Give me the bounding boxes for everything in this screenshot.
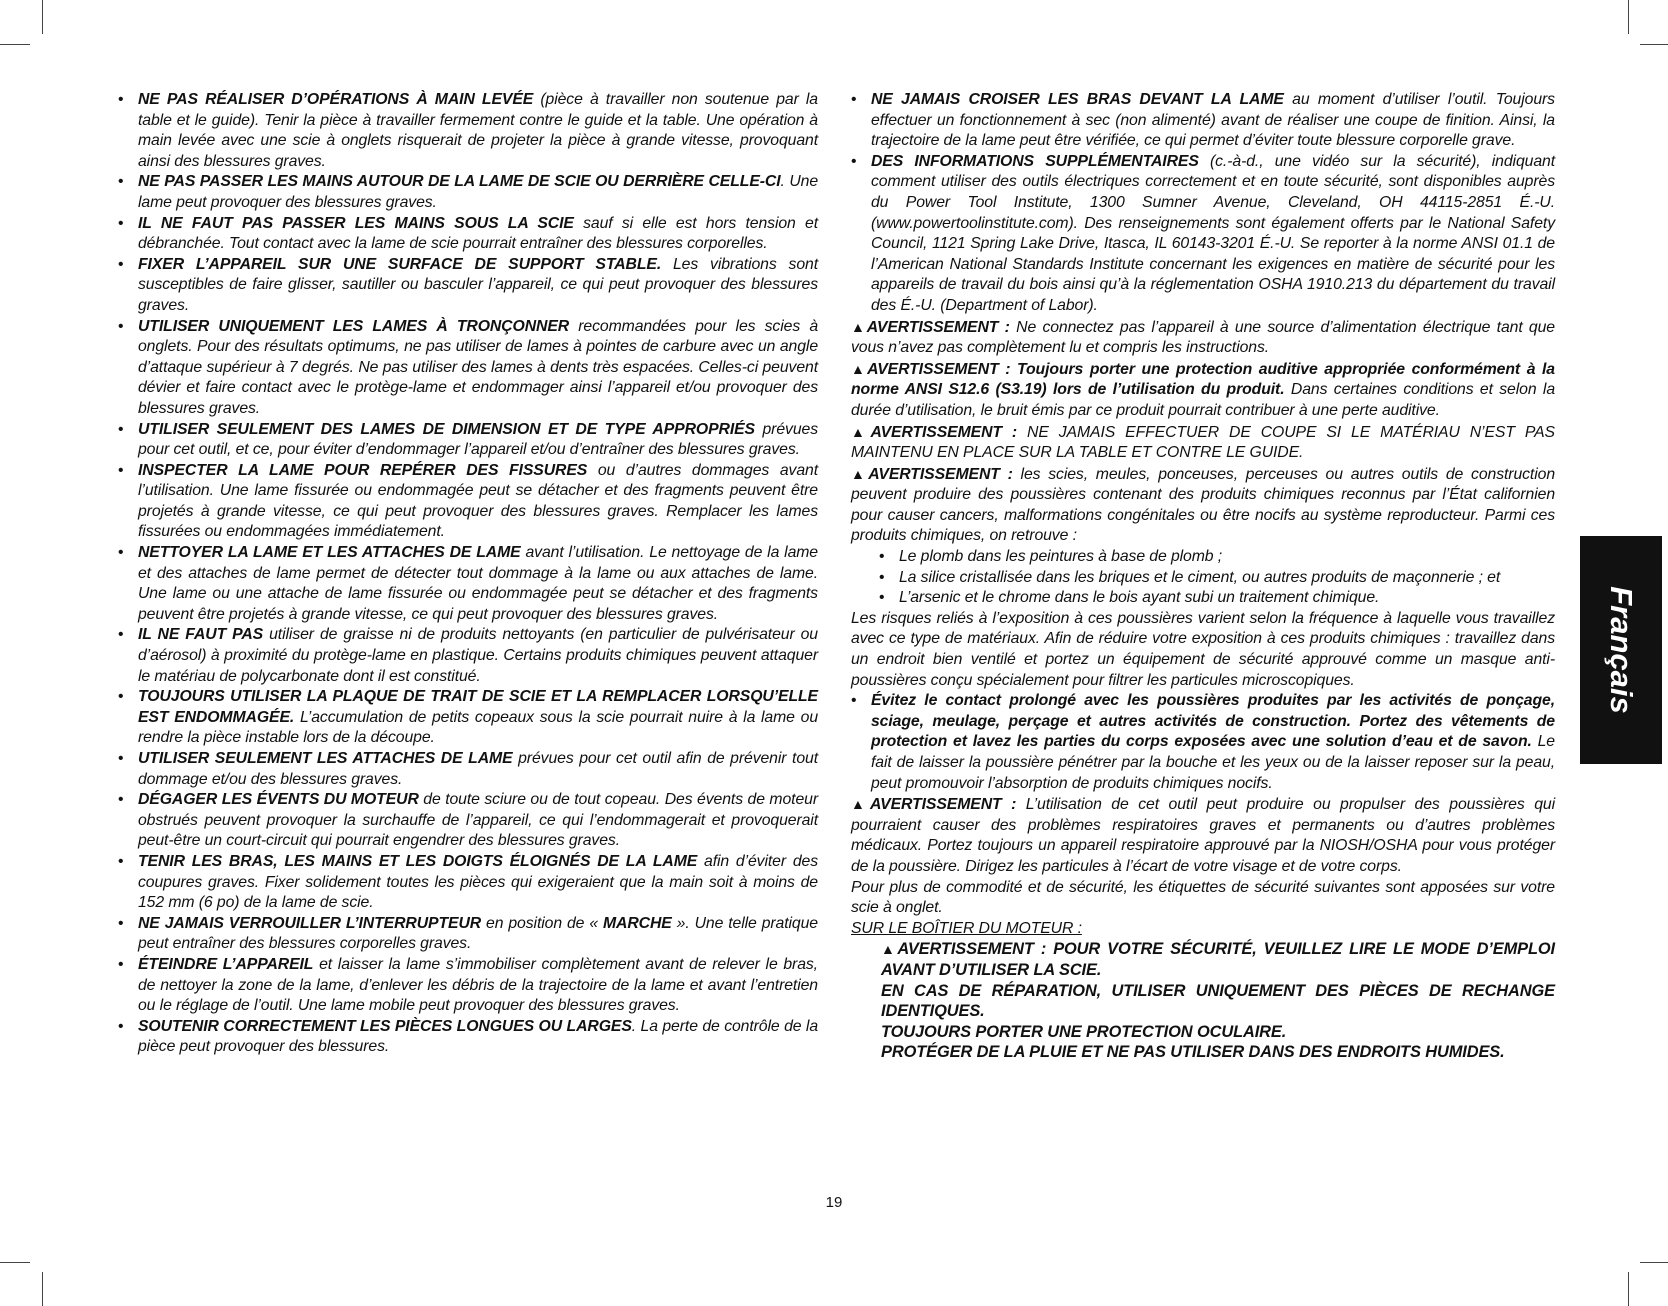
sub-list-item: • L’arsenic et le chrome dans le bois ayant subi un traitement chimique. <box>851 588 1555 609</box>
crop-mark <box>42 1272 43 1306</box>
warning-triangle-icon: ▲ <box>851 360 868 377</box>
language-tab <box>1580 536 1662 764</box>
bullet-item: • NE PAS PASSER LES MAINS AUTOUR DE LA LAME DE SCIE OU DERRIÈRE CELLE-CI. Une lame peut provoquer des blessures graves. <box>118 172 818 213</box>
crop-mark <box>1628 0 1629 34</box>
bullet-item: • INSPECTER LA LAME POUR REPÉRER DES FISSURES ou d’autres dommages avant l’utilisation. Une lame fissurée ou endommagée peut se détacher et des fragments peuvent être projetés à grande vitesse, ce qui peut provoquer des blessures graves. Remplacer les lames fissurées ou endommagées immédiatement. <box>118 461 818 543</box>
bullet-item: • FIXER L’APPAREIL SUR UNE SURFACE DE SUPPORT STABLE. Les vibrations sont susceptibles de faire glisser, sautiller ou basculer l’appareil, ce qui peut provoquer des blessures graves. <box>118 255 818 317</box>
bullet-item: • TOUJOURS UTILISER LA PLAQUE DE TRAIT DE SCIE ET LA REMPLACER LORSQU’ELLE EST ENDOMMAGÉE. L’accumulation de petits copeaux sous la scie pourrait nuire à la lame ou rendre la pièce instable lors de la découpe. <box>118 687 818 749</box>
sub-list-item: • La silice cristallisée dans les briques et le ciment, ou autres produits de maçonnerie ; et <box>851 568 1555 589</box>
bullet-item: • Évitez le contact prolongé avec les poussières produites par les activités de ponçage, sciage, meulage, perçage et autres activités de construction. Portez des vêtements de protection et lavez les parties du corps exposées avec une solution d’eau et de savon. Le fait de laisser la poussière pénétrer par la bouche et les yeux ou de la laisser reposer sur la peau, peut promouvoir l’absorption de produits chimiques nocifs. <box>851 691 1555 794</box>
bullet-item: • SOUTENIR CORRECTEMENT LES PIÈCES LONGUES OU LARGES. La perte de contrôle de la pièce peut provoquer des blessures. <box>118 1017 818 1058</box>
warning-triangle-icon: ▲ <box>881 941 898 958</box>
crop-mark <box>1640 44 1668 45</box>
warning-paragraph: ▲AVERTISSEMENT : L’utilisation de cet outil peut produire ou propulser des poussières qui pourraient causer des problèmes respiratoires graves et permanents ou d’autres problèmes médicaux. Portez toujours un appareil respiratoire approuvé par la NIOSH/OSHA pour vous protéger de la poussière. Dirigez les particules à l’écart de votre visage et de votre corps. <box>851 796 1555 875</box>
motor-heading: SUR LE BOÎTIER DU MOTEUR : <box>851 919 1082 937</box>
bullet-item: • UTILISER SEULEMENT DES LAMES DE DIMENSION ET DE TYPE APPROPRIÉS prévues pour cet outil, et ce, pour éviter d’endommager l’appareil et/ou d’entraîner des blessures graves. <box>118 420 818 461</box>
warning-paragraph: ▲AVERTISSEMENT : les scies, meules, ponceuses, perceuses ou autres outils de construction peuvent produire des poussières contenant des produits chimiques reconnus par l’État californien pour causer cancers, malformations congénitales ou être nocifs au système reproducteur. Parmi ces produits chimiques, on retrouve : <box>851 465 1555 545</box>
safety-label: ▲AVERTISSEMENT : POUR VOTRE SÉCURITÉ, VEUILLEZ LIRE LE MODE D’EMPLOI AVANT D’UTILISER LA SCIE. <box>881 940 1555 979</box>
crop-mark <box>1640 1262 1668 1263</box>
bullet-item: • UTILISER UNIQUEMENT LES LAMES À TRONÇONNER recommandées pour les scies à onglets. Pour des résultats optimums, ne pas utiliser de lames à pointes de carbure avec un angle d’attaque supérieur à 7 degrés. Ne pas utiliser des lames à dents très espacées. Celles-ci peuvent dévier et faire contact avec le protège-lame et endommager ainsi l’appareil et/ou provoquer des blessures graves. <box>118 317 818 420</box>
bullet-item: • NETTOYER LA LAME ET LES ATTACHES DE LAME avant l’utilisation. Le nettoyage de la lame et des attaches de lame permet de détecter tout dommage à la lame ou aux attaches de lame. Une lame ou une attache de lame fissurée ou endommagée peut se détacher et des fragments peuvent être projetés à grande vitesse, ce qui peut provoquer des blessures graves. <box>118 543 818 625</box>
bullet-item: • IL NE FAUT PAS PASSER LES MAINS SOUS LA SCIE sauf si elle est hors tension et débranchée. Tout contact avec la lame de scie pourrait entraîner des blessures corporelles. <box>118 214 818 255</box>
crop-mark <box>1628 1272 1629 1306</box>
bullet-item: • NE PAS RÉALISER D’OPÉRATIONS À MAIN LEVÉE (pièce à travailler non soutenue par la table et le guide). Tenir la pièce à travailler fermement contre le guide et la table. Une opération à main levée avec une scie à onglets risquerait de projeter la pièce à grande vitesse, provoquant ainsi des blessures graves. <box>118 90 818 172</box>
bullet-item: • DES INFORMATIONS SUPPLÉMENTAIRES (c.-à-d., une vidéo sur la sécurité), indiquant comment utiliser des outils électriques correctement et en toute sécurité, sont disponibles auprès du Power Tool Institute, 1300 Sumner Avenue, Cleveland, OH 44115-2851 É.-U. (www.powertoolinstitute.com). Des renseignements sont également offerts par le National Safety Council, 1121 Spring Lake Drive, Itasca, IL 60143-3201 É.-U. Se reporter à la norme ANSI 01.1 de l’American National Standards Institute concernant les exigences en matière de sécurité pour les appareils de travail du bois ainsi qu’à la réglementation OSHA 1910.213 du département du travail des É.-U. (Department of Labor). <box>851 152 1555 317</box>
crop-mark <box>0 44 30 45</box>
warning-triangle-icon: ▲ <box>851 796 871 813</box>
warning-triangle-icon: ▲ <box>851 423 871 440</box>
bullet-item: • UTILISER SEULEMENT LES ATTACHES DE LAME prévues pour cet outil afin de prévenir tout dommage et/ou des blessures graves. <box>118 749 818 790</box>
warning-paragraph: ▲AVERTISSEMENT : NE JAMAIS EFFECTUER DE COUPE SI LE MATÉRIAU N’EST PAS MAINTENU EN PLACE SUR LA TABLE ET CONTRE LE GUIDE. <box>851 423 1555 462</box>
safety-label: EN CAS DE RÉPARATION, UTILISER UNIQUEMENT DES PIÈCES DE RECHANGE IDENTIQUES. <box>881 981 1555 1021</box>
bullet-item: • DÉGAGER LES ÉVENTS DU MOTEUR de toute sciure ou de tout copeau. Des évents de moteur obstrués peuvent provoquer la surchauffe de l’appareil, ce qui l’endommagerait et provoquerait peut-être un court-circuit qui pourrait engendrer des blessures graves. <box>118 790 818 852</box>
risk-paragraph: Les risques reliés à l’exposition à ces poussières varient selon la fréquence à laquelle vous travaillez avec ce type de matériaux. Afin de réduire votre exposition à ces produits chimiques : travaillez dans un endroit bien ventilé et portez un équipement de sécurité approuvé comme un masque anti-poussières conçu spécialement pour filtrer les particules microscopiques. <box>851 609 1555 689</box>
warning-paragraph: ▲AVERTISSEMENT : Toujours porter une protection auditive appropriée conformément à la norme ANSI S12.6 (S3.19) lors de l’utilisation du produit. Dans certaines conditions et selon la durée d’utilisation, le bruit émis par ce produit pourrait contribuer à une perte auditive. <box>851 360 1555 419</box>
warning-triangle-icon: ▲ <box>851 465 869 482</box>
safety-label: PROTÉGER DE LA PLUIE ET NE PAS UTILISER DANS DES ENDROITS HUMIDES. <box>881 1043 1505 1062</box>
page-number: 19 <box>825 1194 843 1211</box>
bullet-item: • NE JAMAIS CROISER LES BRAS DEVANT LA LAME au moment d’utiliser l’outil. Toujours effectuer un fonctionnement à sec (non alimenté) avant de réaliser une coupe de finition. Ainsi, la trajectoire de la lame peut être vérifiée, ce qui permet d’éviter toute blessure corporelle grave. <box>851 90 1555 152</box>
labels-intro: Pour plus de commodité et de sécurité, les étiquettes de sécurité suivantes sont apposées sur votre scie à onglet. <box>851 878 1555 917</box>
bullet-item: • NE JAMAIS VERROUILLER L’INTERRUPTEUR en position de « MARCHE ». Une telle pratique peut entraîner des blessures corporelles graves. <box>118 914 818 955</box>
warning-triangle-icon: ▲ <box>851 318 867 335</box>
crop-mark <box>42 0 43 34</box>
bullet-item: • TENIR LES BRAS, LES MAINS ET LES DOIGTS ÉLOIGNÉS DE LA LAME afin d’éviter des coupures graves. Fixer solidement toutes les pièces qui exigeraient que la main soit à moins de 152 mm (6 po) de la lame de scie. <box>118 852 818 914</box>
crop-mark <box>0 1262 30 1263</box>
bullet-item: • ÉTEINDRE L’APPAREIL et laisser la lame s’immobiliser complètement avant de relever le bras, de nettoyer la zone de la lame, d’enlever les débris de la trajectoire de la lame et avant l’entretien ou le réglage de l’outil. Une lame mobile peut provoquer des blessures graves. <box>118 955 818 1017</box>
bullet-item: • IL NE FAUT PAS utiliser de graisse ni de produits nettoyants (en particulier de pulvérisateur ou d’aérosol) à proximité du protège-lame en plastique. Certains produits chimiques peuvent attaquer le matériau de polycarbonate dont il est constitué. <box>118 625 818 687</box>
warning-paragraph: ▲AVERTISSEMENT : Ne connectez pas l’appareil à une source d’alimentation électrique tant que vous n’avez pas complètement lu et compris les instructions. <box>851 318 1555 357</box>
left-column <box>118 90 818 1058</box>
right-column <box>851 90 1555 1063</box>
sub-list-item: • Le plomb dans les peintures à base de plomb ; <box>851 547 1555 568</box>
safety-label: TOUJOURS PORTER UNE PROTECTION OCULAIRE. <box>881 1022 1287 1041</box>
language-tab-label: Français <box>1604 586 1639 714</box>
